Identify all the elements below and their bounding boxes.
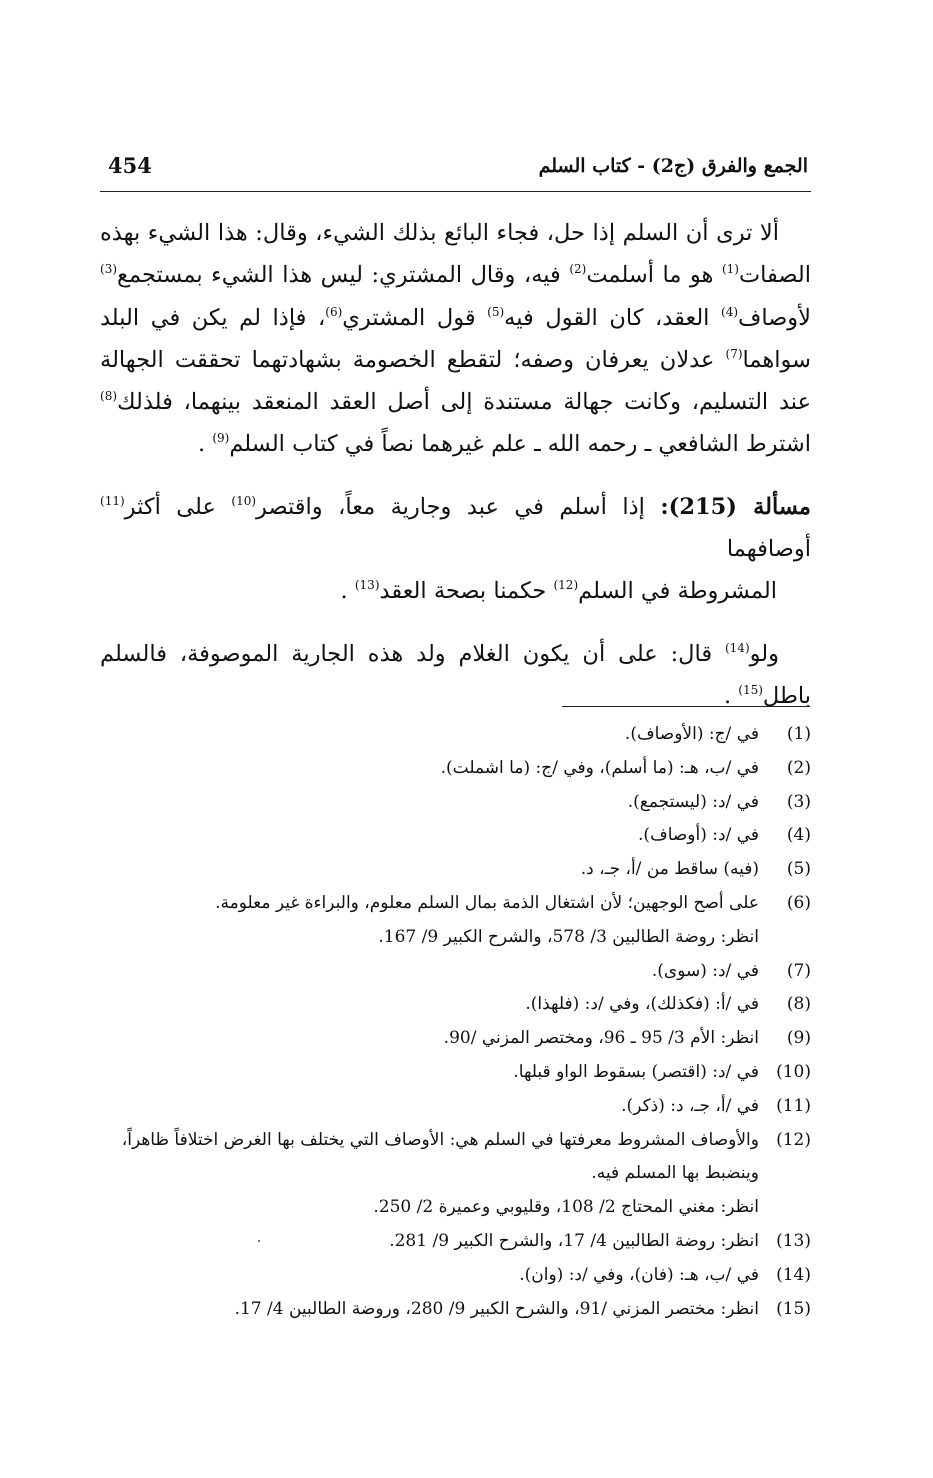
footnote-item bbox=[100, 955, 811, 989]
footnote-ref-10[interactable]: (10) bbox=[231, 493, 257, 508]
text-run: عدلان يعرفان وصفه؛ لتقطع الخصومة بشهادتهما تحققت الجهالة عند التسليم، وكانت جهالة مستندة إلى أصل العقد المنعقد بينهما، فلذلك bbox=[100, 346, 811, 416]
footnote-text: في /أ: (فكذلك)، وفي /د: (فلهذا). bbox=[525, 994, 759, 1015]
footnote-item bbox=[100, 752, 811, 786]
footnote-text: في /أ، جـ، د: (ذكر). bbox=[621, 1095, 759, 1116]
footnote-ref-14[interactable]: (14) bbox=[724, 640, 750, 655]
footnote-number: (6) bbox=[786, 892, 811, 913]
continuation-line bbox=[100, 570, 811, 612]
text-run: على أكثر bbox=[124, 493, 232, 520]
footnote-text: انظر: مغني المحتاج 2/ 108، وقليوبي وعميرة 2/ 250. bbox=[373, 1197, 759, 1218]
footnote-ref-13[interactable]: (13) bbox=[354, 578, 380, 593]
footnote-text: في /ج: (الأوصاف). bbox=[624, 724, 759, 744]
text-run: هو ما أسلمت bbox=[586, 262, 722, 289]
footnote-text: على أصح الوجهين؛ لأن اشتغال الذمة بمال السلم معلوم، والبراءة غير معلومة. bbox=[215, 892, 759, 913]
footnote-text: انظر: روضة الطالبين 4/ 17، والشرح الكبير 9/ 281. bbox=[389, 1230, 759, 1251]
footnote-text: انظر: مختصر المزني /91، والشرح الكبير 9/ 280، وروضة الطالبين 4/ 17. bbox=[234, 1298, 759, 1319]
text-run: حكمنا بصحة العقد bbox=[379, 578, 554, 605]
footnote-item bbox=[100, 718, 811, 752]
text-run: أوصافهما bbox=[726, 536, 811, 563]
footnote-text: في /د: (اقتصر) بسقوط الواو قبلها. bbox=[513, 1061, 759, 1082]
footnote-item bbox=[100, 1259, 811, 1293]
footnote-ref-6[interactable]: (6) bbox=[325, 304, 343, 319]
footnote-ref-1[interactable]: (1) bbox=[721, 262, 739, 277]
text-run: ألا ترى أن السلم إذا حل، فجاء البائع بذلك الشيء، وقال: هذا الشيء بهذه الصفات bbox=[100, 220, 812, 289]
running-header bbox=[100, 153, 808, 193]
footnote-ref-2[interactable]: (2) bbox=[569, 262, 587, 277]
footnote-ref-15[interactable]: (15) bbox=[738, 682, 763, 697]
footnote-number: (5) bbox=[786, 859, 811, 880]
text-run: العقد، كان القول فيه bbox=[504, 304, 721, 331]
footnote-item bbox=[100, 786, 811, 820]
text-run: قال: على أن يكون الغلام ولد هذه الجارية الموصوفة، فالسلم باطل bbox=[100, 640, 811, 709]
page-number: 454 bbox=[108, 153, 152, 178]
footnote-text: انظر: الأم 3/ 95 ـ 96، ومختصر المزني /90. bbox=[443, 1028, 759, 1049]
text-run: فيه، وقال المشتري: ليس هذا الشيء بمستجمع bbox=[117, 262, 570, 289]
footnote-item bbox=[100, 887, 811, 955]
footnote-number: (12) bbox=[776, 1129, 811, 1150]
text-run: . bbox=[198, 431, 213, 458]
paragraph-3 bbox=[100, 633, 811, 718]
footnote-number: (10) bbox=[776, 1061, 811, 1082]
text-run: . bbox=[340, 578, 355, 605]
footnote-text: (فيه) ساقط من /أ، جـ، د. bbox=[580, 859, 759, 880]
footnote-ref-7[interactable]: (7) bbox=[725, 346, 743, 361]
footnote-item bbox=[100, 1124, 811, 1225]
footnote-item bbox=[100, 1056, 811, 1090]
footnote-text: في /د: (سوى). bbox=[651, 960, 759, 981]
footnote-ref-9[interactable]: (9) bbox=[212, 431, 230, 446]
footnote-ref-4[interactable]: (4) bbox=[721, 304, 739, 319]
text-run: ولو bbox=[749, 640, 779, 667]
footnote-text: في /د: (أوصاف). bbox=[638, 825, 759, 846]
footnote-number: (1) bbox=[786, 724, 811, 744]
text-run: إذا أسلم في عبد وجارية معاً، واقتصر bbox=[256, 493, 661, 520]
footnote-ref-3[interactable]: (3) bbox=[100, 262, 118, 277]
footnote-item bbox=[100, 988, 811, 1022]
footnote-item bbox=[100, 1293, 811, 1327]
footnotes-list bbox=[100, 718, 811, 1326]
footnote-text: والأوصاف المشروط معرفتها في السلم هي: الأوصاف التي يختلف بها الغرض اختلافاً ظاهراً، وينضبط بها المسلم فيه. bbox=[121, 1129, 759, 1184]
header-title: الجمع والفرق (ج2) - كتاب السلم bbox=[538, 155, 808, 177]
footnote-text: في /ب، هـ: (فان)، وفي /د: (وان). bbox=[519, 1264, 759, 1285]
footnote-number: (3) bbox=[786, 791, 811, 812]
masala-label: مسألة (215): bbox=[660, 493, 811, 520]
footnote-number: (11) bbox=[776, 1095, 811, 1116]
footnote-text: في /د: (ليستجمع). bbox=[627, 791, 759, 812]
paragraph-masala-215 bbox=[100, 486, 811, 613]
footnote-text: في /ب، هـ: (ما أسلم)، وفي /ج: (ما اشملت). bbox=[440, 757, 759, 778]
footnote-ref-12[interactable]: (12) bbox=[553, 578, 579, 593]
text-run: ، فإذا لم يكن في البلد سواهما bbox=[100, 304, 811, 373]
footnote-number: (8) bbox=[786, 994, 811, 1015]
footnote-text: انظر: روضة الطالبين 3/ 578، والشرح الكبير 9/ 167. bbox=[378, 926, 759, 947]
text-run: اشترط الشافعي ـ رحمه الله ـ علم غيرهما نصاً في كتاب السلم bbox=[229, 431, 811, 458]
footnote-number: (14) bbox=[776, 1264, 811, 1285]
footnote-item bbox=[100, 1022, 811, 1056]
footnote-ref-8[interactable]: (8) bbox=[100, 389, 118, 404]
footnote-item bbox=[100, 853, 811, 887]
text-run: قول المشتري bbox=[342, 304, 488, 331]
footnote-number: (9) bbox=[786, 1028, 811, 1049]
header-rule bbox=[100, 191, 811, 192]
text-run: المشروطة في السلم bbox=[578, 578, 777, 605]
footnote-ref-5[interactable]: (5) bbox=[487, 304, 505, 319]
text-run: . bbox=[723, 682, 739, 709]
footnote-number: (4) bbox=[786, 825, 811, 846]
footnote-number: (7) bbox=[786, 960, 811, 981]
footnote-ref-11[interactable]: (11) bbox=[100, 493, 125, 508]
paragraph-1 bbox=[100, 212, 811, 466]
footnote-item bbox=[100, 1225, 811, 1259]
footnote-item bbox=[100, 819, 811, 853]
text-run: لأوصاف bbox=[738, 304, 811, 331]
footnote-separator bbox=[562, 706, 810, 707]
footnote-item bbox=[100, 1090, 811, 1124]
main-text bbox=[100, 212, 811, 717]
footnote-number: (13) bbox=[776, 1230, 811, 1251]
scan-speck bbox=[258, 1240, 260, 1242]
footnote-number: (15) bbox=[776, 1298, 811, 1319]
footnote-number: (2) bbox=[786, 757, 811, 778]
